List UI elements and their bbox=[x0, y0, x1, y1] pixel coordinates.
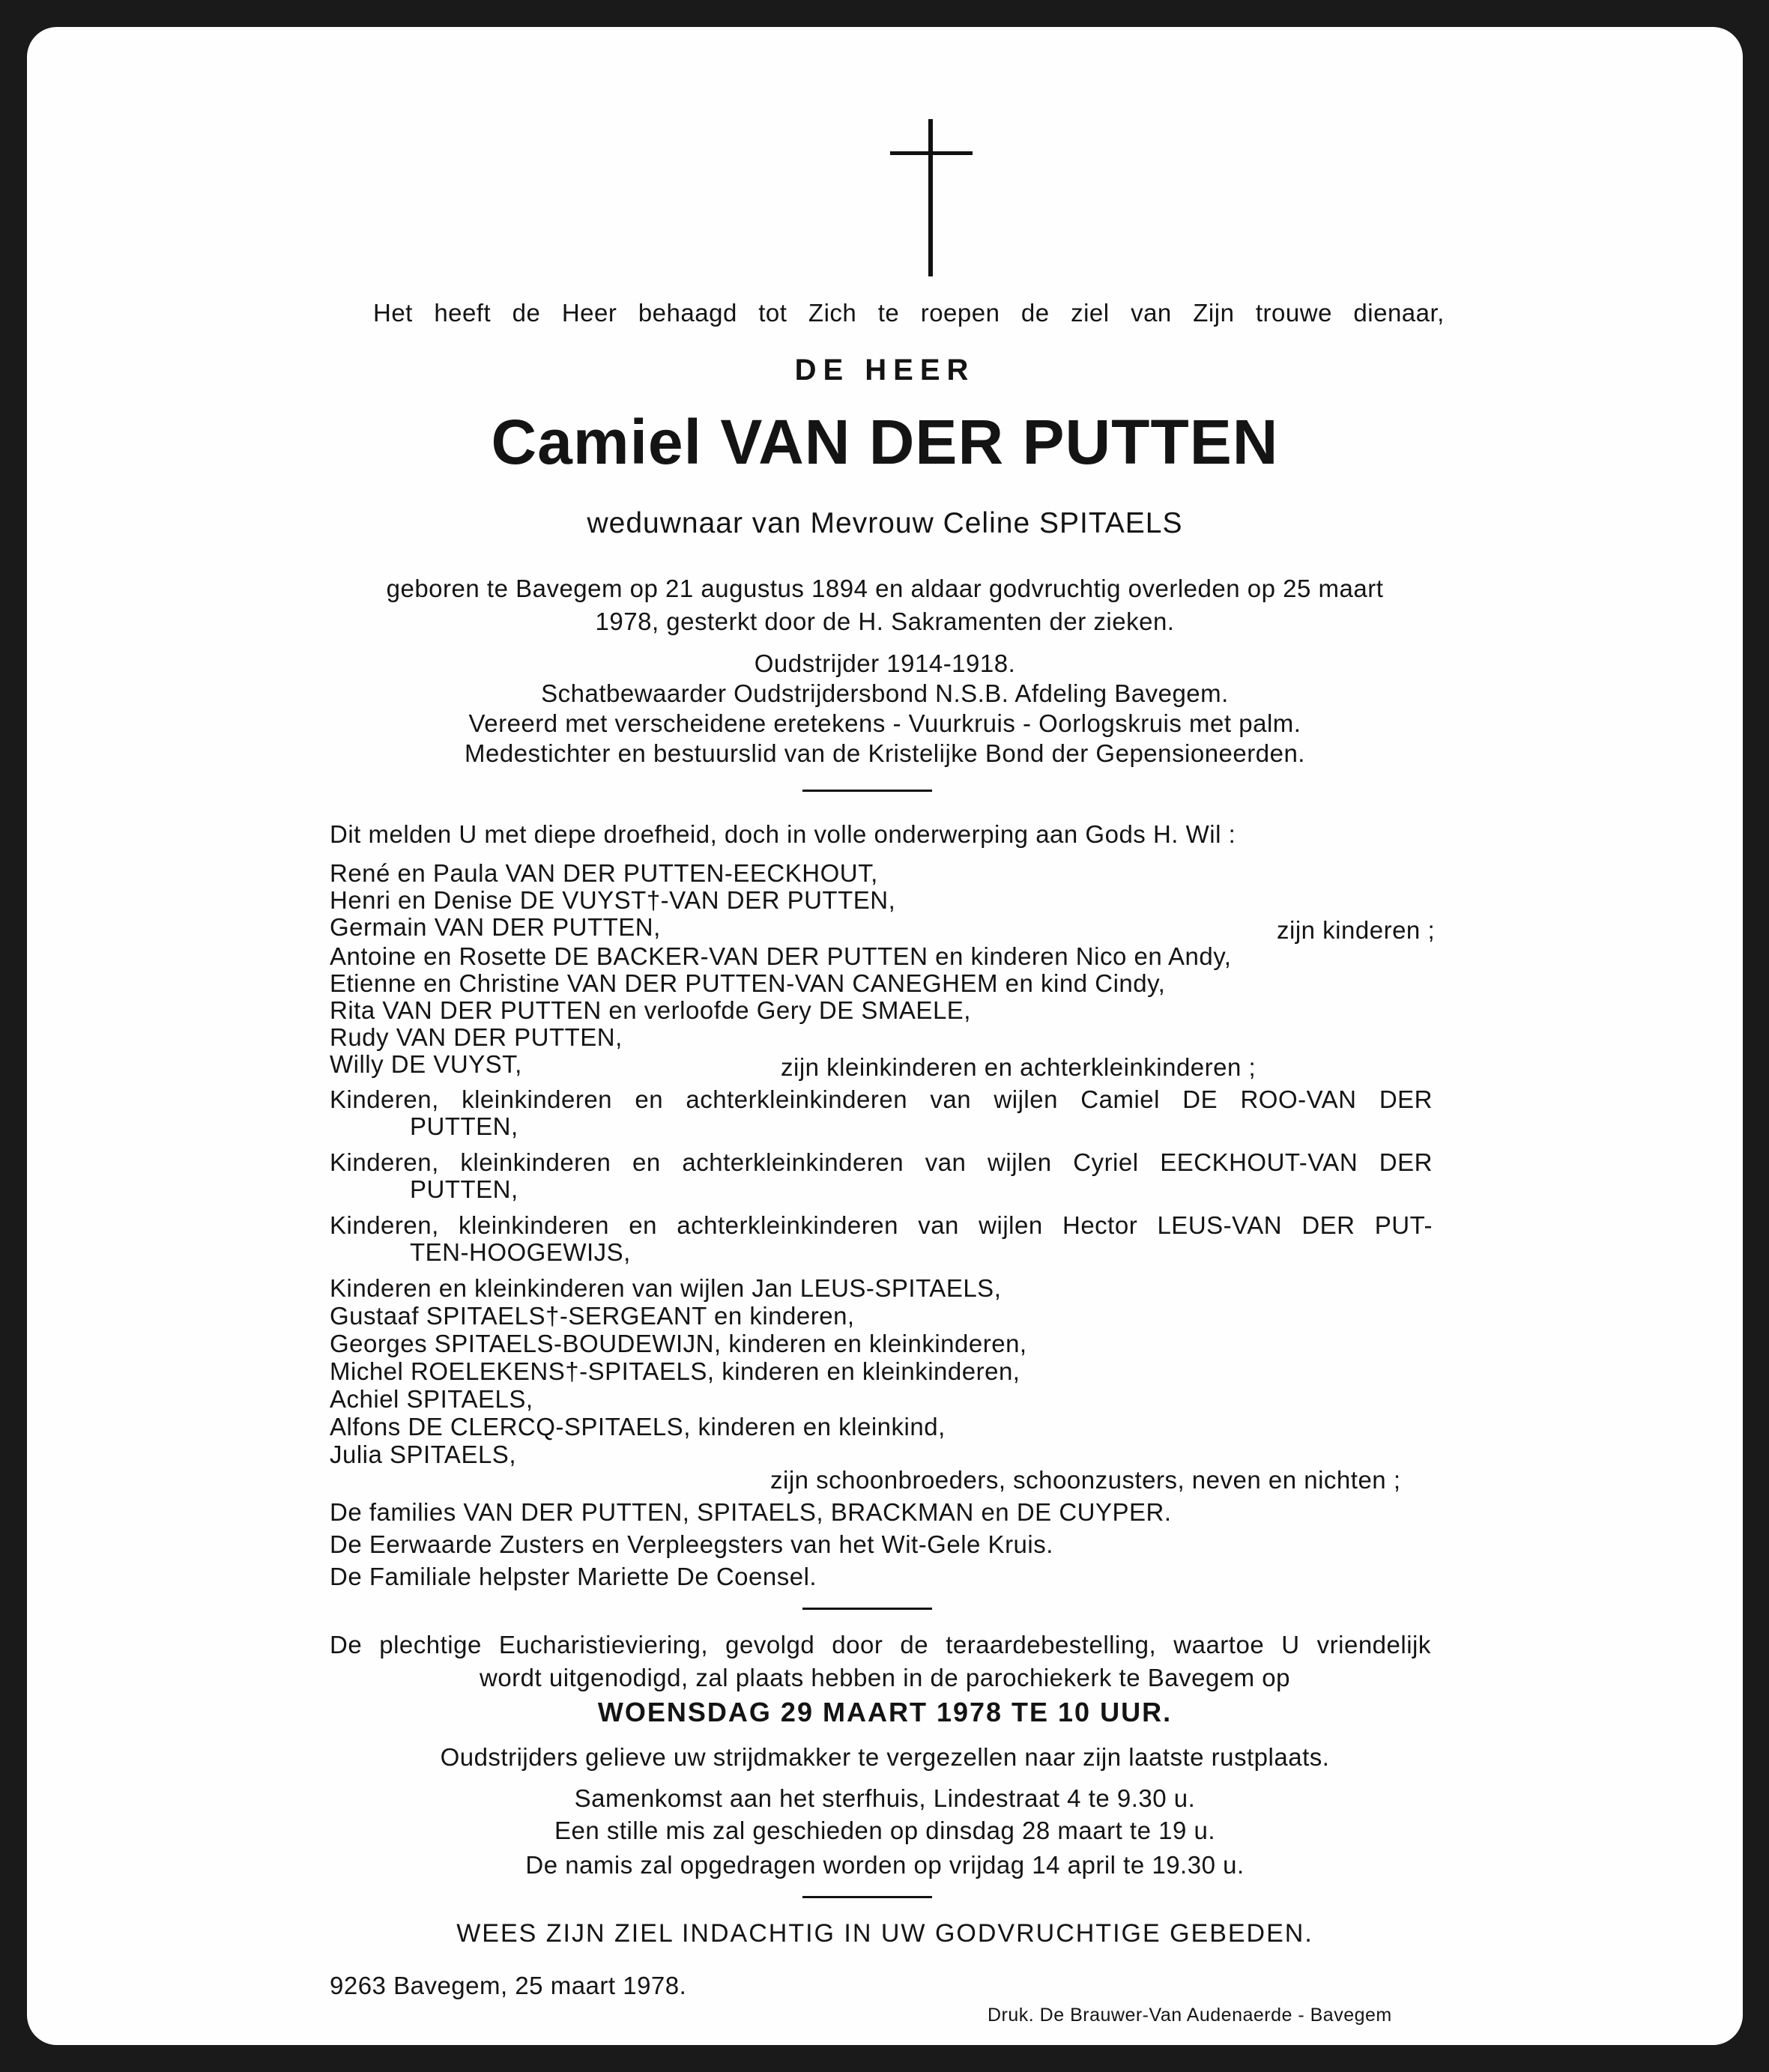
child-line: Henri en Denise DE VUYST†-VAN DER PUTTEN, bbox=[330, 886, 896, 914]
note-line: Oudstrijders gelieve uw strijdmakker te vergezellen naar zijn laatste rustplaats. bbox=[440, 1743, 1330, 1771]
other-mourner-line: De Familiale helpster Mariette De Coensel. bbox=[330, 1563, 817, 1590]
divider bbox=[802, 1608, 932, 1610]
note-line: Een stille mis zal geschieden op dinsdag 28 maart te 19 u. bbox=[554, 1817, 1215, 1844]
note-line: Samenkomst aan het sterfhuis, Lindestraat 4 te 9.30 u. bbox=[574, 1784, 1196, 1812]
birth-line-2: 1978, gesterkt door de H. Sakramenten der zieken. bbox=[595, 608, 1175, 635]
inlaw-line: TEN-HOOGEWIJS, bbox=[410, 1238, 631, 1266]
service-line-2: wordt uitgenodigd, zal plaats hebben in de parochiekerk te Bavegem op bbox=[479, 1664, 1291, 1691]
memorial-card bbox=[27, 27, 1743, 2045]
honor-line: Schatbewaarder Oudstrijdersbond N.S.B. Afdeling Bavegem. bbox=[541, 679, 1229, 707]
honor-line: Oudstrijder 1914-1918. bbox=[754, 649, 1016, 677]
other-mourner-line: De families VAN DER PUTTEN, SPITAELS, BRACKMAN en DE CUYPER. bbox=[330, 1498, 1172, 1526]
place-date: 9263 Bavegem, 25 maart 1978. bbox=[330, 1972, 687, 1999]
grandchildren-role: zijn kleinkinderen en achterkleinkinderen ; bbox=[781, 1053, 1257, 1081]
birth-line-1: geboren te Bavegem op 21 augustus 1894 en aldaar godvruchtig overleden op 25 maart bbox=[386, 575, 1384, 602]
announcement: Dit melden U met diepe droefheid, doch in volle onderwerping aan Gods H. Wil : bbox=[330, 820, 1236, 848]
title-prefix: DE HEER bbox=[794, 354, 976, 387]
honor-line: Vereerd met verscheidene eretekens - Vuurkruis - Oorlogskruis met palm. bbox=[468, 709, 1301, 737]
children-role: zijn kinderen ; bbox=[1277, 916, 1436, 944]
inlaw-line: Kinderen en kleinkinderen van wijlen Jan LEUS-SPITAELS, bbox=[330, 1274, 1002, 1302]
inlaw-line: Michel ROELEKENS†-SPITAELS, kinderen en kleinkinderen, bbox=[330, 1357, 1020, 1385]
child-line: Germain VAN DER PUTTEN, bbox=[330, 913, 661, 941]
child-line: René en Paula VAN DER PUTTEN-EECKHOUT, bbox=[330, 859, 878, 887]
intro-text: Het heeft de Heer behaagd tot Zich te roepen de ziel van Zijn trouwe dienaar, bbox=[373, 299, 1445, 327]
printer-credit: Druk. De Brauwer-Van Audenaerde - Bavegem bbox=[988, 2005, 1392, 2026]
grandchild-line: Antoine en Rosette DE BACKER-VAN DER PUTTEN en kinderen Nico en Andy, bbox=[330, 942, 1232, 970]
divider bbox=[802, 1896, 932, 1898]
grandchild-line: Willy DE VUYST, bbox=[330, 1050, 522, 1078]
inlaw-line: Kinderen, kleinkinderen en achterkleinkinderen van wijlen Hector LEUS-VAN DER PUT- bbox=[330, 1211, 1433, 1239]
inlaw-line: PUTTEN, bbox=[410, 1112, 518, 1140]
grandchild-line: Rita VAN DER PUTTEN en verloofde Gery DE SMAELE, bbox=[330, 996, 971, 1024]
inlaw-line: Julia SPITAELS, bbox=[330, 1441, 516, 1468]
inlaw-line: Achiel SPITAELS, bbox=[330, 1385, 533, 1413]
note-line: De namis zal opgedragen worden op vrijdag 14 april te 19.30 u. bbox=[525, 1851, 1245, 1879]
grandchild-line: Etienne en Christine VAN DER PUTTEN-VAN CANEGHEM en kind Cindy, bbox=[330, 969, 1166, 997]
other-mourner-line: De Eerwaarde Zusters en Verpleegsters van het Wit-Gele Kruis. bbox=[330, 1530, 1053, 1558]
inlaws-role: zijn schoonbroeders, schoonzusters, neven en nichten ; bbox=[770, 1466, 1401, 1494]
divider bbox=[802, 790, 932, 792]
deceased-name: Camiel VAN DER PUTTEN bbox=[491, 407, 1279, 477]
inlaw-line: Kinderen, kleinkinderen en achterkleinkinderen van wijlen Camiel DE ROO-VAN DER bbox=[330, 1085, 1433, 1113]
closing-prayer: WEES ZIJN ZIEL INDACHTIG IN UW GODVRUCHTIGE GEBEDEN. bbox=[456, 1919, 1313, 1948]
cross-icon bbox=[890, 119, 973, 276]
service-line-1: De plechtige Eucharistieviering, gevolgd door de teraardebestelling, waartoe U vriendelijk bbox=[330, 1631, 1431, 1658]
inlaw-line: Kinderen, kleinkinderen en achterkleinkinderen van wijlen Cyriel EECKHOUT-VAN DER bbox=[330, 1148, 1433, 1176]
inlaw-line: PUTTEN, bbox=[410, 1175, 518, 1203]
honor-line: Medestichter en bestuurslid van de Kristelijke Bond der Gepensioneerden. bbox=[465, 739, 1305, 767]
grandchild-line: Rudy VAN DER PUTTEN, bbox=[330, 1023, 623, 1051]
inlaw-line: Georges SPITAELS-BOUDEWIJN, kinderen en kleinkinderen, bbox=[330, 1330, 1027, 1357]
inlaw-line: Gustaaf SPITAELS†-SERGEANT en kinderen, bbox=[330, 1302, 855, 1330]
widower-of: weduwnaar van Mevrouw Celine SPITAELS bbox=[587, 507, 1183, 539]
service-date: WOENSDAG 29 MAART 1978 TE 10 UUR. bbox=[597, 1697, 1173, 1727]
inlaw-line: Alfons DE CLERCQ-SPITAELS, kinderen en kleinkind, bbox=[330, 1413, 946, 1441]
